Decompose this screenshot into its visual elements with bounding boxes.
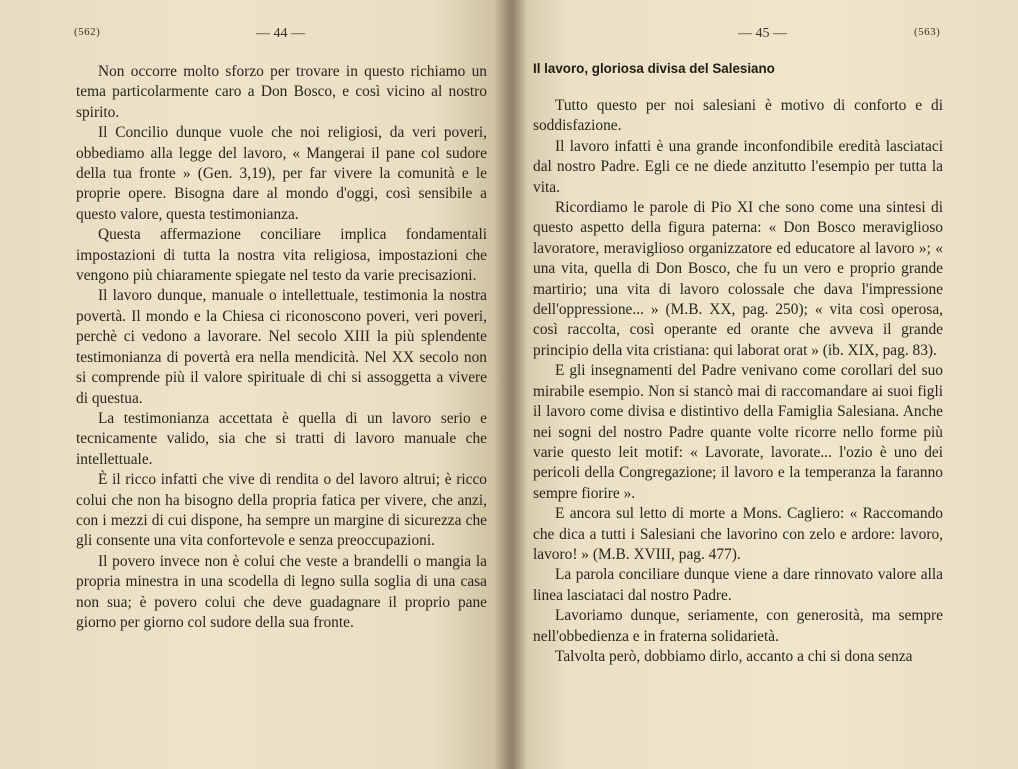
paragraph: La parola conciliare dunque viene a dare rinnovato valore alla linea lasciataci dal nostro Padre. [533, 566, 943, 604]
right-folio: (563) [914, 26, 941, 38]
paragraph: La testimonianza accettata è quella di un lavoro serio e tecnicamente valido, sia che si tratti di lavoro manuale che intellettuale. [76, 409, 487, 468]
paragraph: Ricordiamo le parole di Pio XI che sono come una sintesi di questo aspetto della figura paterna: « Don Bosco meraviglioso lavoratore, meraviglioso organizzatore ed educatore al lavoro »; « una vita, quella di Don Bosco, che fu un vero e proprio grande martirio; una vita di lavoro colossale che dava l'impressione dell'oppressione... » (M.B. XX, pag. 250); « vita così operosa, così raccolta, così operante ed orante che avveva il grande principio della vita cristiana: qui laborat orat » (ib. XIX, pag. 83). [533, 199, 943, 359]
paragraph: È il ricco infatti che vive di rendita o del lavoro altrui; è ricco colui che non ha bisogno della propria fatica per vivere, che anzi, con i mezzi di cui dispone, ha sempre un margine di sicurezza che gli consente una vita confortevole e senza preoccupazioni. [76, 471, 487, 550]
left-folio: (562) [74, 26, 101, 38]
paragraph: Il povero invece non è colui che veste a brandelli o mangia la propria minestra in una scodella di legno sulla soglia di una casa non sua; è povero colui che deve guadagnare il proprio pane giorno per giorno col sudore della sua fronte. [76, 552, 487, 631]
paragraph: Questa affermazione conciliare implica fondamentali impostazioni di tutta la nostra vita religiosa, impostazioni che vengono più chiaramente spiegate nel testo da varie precisazioni. [76, 226, 487, 285]
right-page-body [533, 96, 943, 667]
paragraph: Il lavoro dunque, manuale o intellettuale, testimonia la nostra povertà. Il mondo e la Chiesa ci riconoscono poveri, veri poveri, perchè ci vedono a lavorare. Nel secolo XIII la più splendente testimonianza di povertà era nella mendicità. Nel XX secolo non si comprende più il valore spirituale di chi si assoggetta a vivere di questua. [76, 287, 487, 407]
paragraph: Talvolta però, dobbiamo dirlo, accanto a chi si dona senza [555, 647, 913, 665]
left-page-body [76, 62, 487, 633]
paragraph: Il lavoro infatti è una grande inconfondibile eredità lasciataci dal nostro Padre. Egli ce ne diede anzitutto l'esempio per tutta la vita. [533, 137, 943, 196]
paragraph: E ancora sul letto di morte a Mons. Cagliero: « Raccomando che dica a tutti i Salesiani che lavorino con zelo e ardore: lavoro, lavoro! » (M.B. XVIII, pag. 477). [533, 505, 943, 563]
paragraph: Tutto questo per noi salesiani è motivo di conforto e di soddisfazione. [533, 97, 943, 135]
paragraph: Il Concilio dunque vuole che noi religiosi, da veri poveri, obbediamo alla legge del lavoro, « Mangerai il pane col sudore della tua fronte » (Gen. 3,19), per far vivere la comunità e le proprie opere. Bisogna dare al mondo d'oggi, così sensibile a questo valore, questa testimonianza. [76, 124, 487, 223]
paragraph: E gli insegnamenti del Padre venivano come corollari del suo mirabile esempio. Non si stancò mai di raccomandare ai suoi figli il lavoro come divisa e distintivo della Famiglia Salesiana. Anche nei sogni del nostro Padre quante volte ricorre nello forme più varie questo leit motif: « Lavorate, lavorate... l'ozio è uno dei pericoli della Congregazione; il lavoro e la temperanza la faranno sempre fiorire ». [533, 362, 943, 502]
paragraph: Lavoriamo dunque, seriamente, con generosità, ma sempre nell'obbedienza e in fraterna solidarietà. [533, 607, 943, 645]
left-page-number: — 44 — [256, 26, 305, 41]
right-page-number: — 45 — [738, 26, 787, 41]
section-heading: Il lavoro, gloriosa divisa del Salesiano [533, 61, 775, 76]
paragraph: Non occorre molto sforzo per trovare in questo richiamo un tema particolarmente caro a Don Bosco, e così vicino al nostro spirito. [76, 63, 487, 121]
